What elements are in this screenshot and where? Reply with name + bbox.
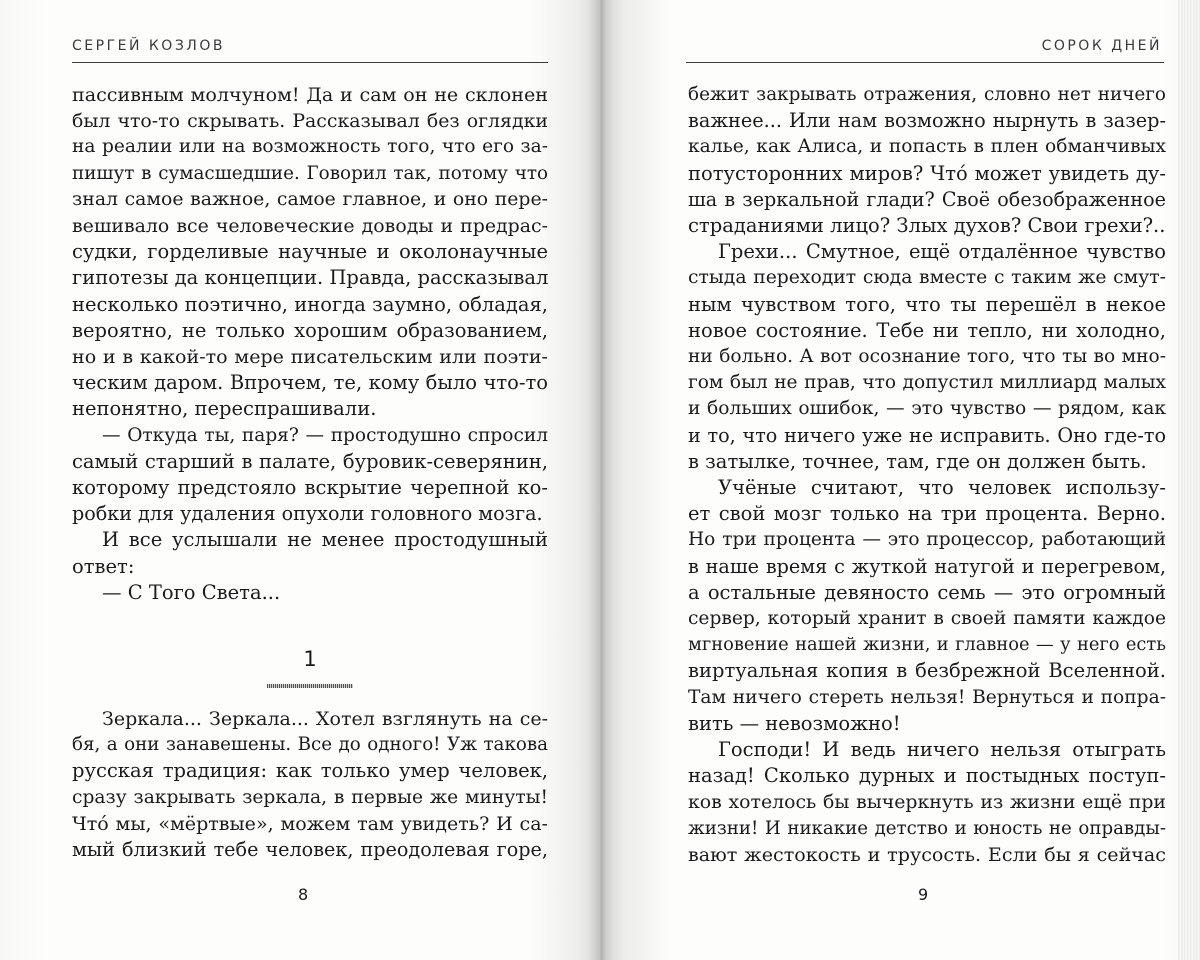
text-line: пишут в сумасшедшие. Говорил так, потому что [72,162,548,184]
text-line: а остальные девяносто семь — это огромный [688,580,1166,604]
text-line: И все услышали не менее простодушный [102,528,548,552]
left-running-head: СЕРГЕЙ КОЗЛОВ [72,38,225,54]
text-line: которому предстояло вскрытие черепной ко- [72,476,548,500]
chapter-heading [72,646,548,688]
text-line: несколько поэтично, иногда заумно, обладая, [72,292,548,316]
page-edge-shading [1178,0,1200,960]
text-line: Грехи... Смутное, ещё отдалённое чувство [718,240,1166,264]
text-line: пассивным молчуном! Да и сам он не склонен [72,83,548,106]
text-line: — Откуда ты, паря? — простодушно спросил [102,424,548,446]
text-line: Господи! И ведь ничего нельзя отыграть [718,738,1166,762]
text-line: — С Того Света... [102,580,281,604]
text-line: важнее... Или нам возможно нырнуть в зазер- [688,109,1166,133]
text-line: робки для удаления опухоли головного мозга. [72,502,543,526]
text-line: назад! Сколько дурных и постыдных поступ- [688,764,1166,788]
text-line: ет свой мозг только на три процента. Верно. [688,502,1166,526]
left-text-after-chapter [72,706,548,863]
text-line: Зеркала... Зеркала... Хотел взглянуть на се- [102,708,548,730]
text-line: непонятно, переспрашивали. [72,397,377,421]
text-line: жизни! И никакие детство и юность не оправды- [688,817,1166,839]
text-line: русская традиция: как только умер человек, [72,759,548,783]
text-line: вероятно, не только хорошим образованием, [72,318,548,342]
text-line: гипотезы да концепции. Правда, рассказывал [72,266,549,290]
text-line: и то, что ничего уже не исправить. Оно где-то [688,423,1166,447]
text-line: ша в зеркальной глади? Своё обезображенное [688,187,1166,211]
text-line: был что-то скрывать. Рассказывал без оглядки [72,110,548,133]
text-line: и больших ошибок, — это чувство — рядом, как [688,398,1166,420]
text-line: самый старший в палате, буровик-северянин, [72,449,548,473]
text-line: гом был не прав, что допустил миллиард малых [688,372,1166,394]
left-page-number: 8 [298,885,309,904]
text-line: бежит закрывать отражения, словно нет ничего [688,84,1166,105]
text-line: но и в какой-то мере писательским или поэти- [72,346,548,369]
book-gutter-shadow [588,0,614,960]
right-page [600,0,1200,960]
text-line: Что́ мы, «мёртвые», можем там увидеть? И са- [72,812,548,835]
text-line: ческим даром. Впрочем, те, кому было что-то [72,371,548,395]
text-line: ответ: [72,554,135,578]
text-line: бя, а они занавешены. Все до одного! Уж такова [72,734,548,756]
chapter-number: 1 [303,647,317,671]
text-line: судки, горделивые научные и околонаучные [72,240,548,264]
text-line: стыда переходит сюда вместе с таким же смут- [688,267,1166,289]
text-line: Учёные считают, что человек использу- [718,476,1166,500]
text-line: вить — невозможно! [688,711,901,735]
text-line: знал самое важное, самое главное, и оно пере- [72,188,548,210]
text-line: Там ничего стереть нельзя! Вернуться и попра- [688,686,1166,708]
text-line: ным чувством того, что ты перешёл в некое [688,292,1166,316]
text-line: на реалии или на возможность того, что его за- [72,136,548,158]
left-header-rule [72,62,548,63]
left-text-before-chapter [72,82,548,606]
text-line: потусторонних миров? Что́ может увидеть ду- [688,161,1166,185]
text-line: ни больно. А вот осознание того, что ты во мно- [688,346,1166,368]
text-line: мгновение нашей жизни, и главное — у него есть [688,634,1166,656]
text-line: сразу закрывать зеркала, в первые же минуты! [72,786,548,808]
text-line: виртуальная копия в безбрежной Вселенной. [688,659,1166,683]
text-line: Но три процента — это процессор, работающий [688,529,1166,551]
text-line: страданиями лицо? Злых духов? Свои грехи?.. [688,214,1166,238]
right-running-head: СОРОК ДНЕЙ [1041,38,1162,54]
text-line: вешивало все человеческие доводы и предрас- [72,215,548,238]
text-line: калье, как Алиса, и попасть в плен обманчивых [688,136,1166,158]
text-line: ков хотелось бы вычеркнуть из жизни ещё при [688,791,1166,814]
text-line: мый близкий тебе человек, преодолевая горе, [72,838,548,862]
text-line: в затылке, точнее, там, где он должен быть. [688,449,1147,473]
right-page-number: 9 [918,885,929,904]
right-text [688,82,1166,868]
chapter-ornament [267,684,353,688]
right-header-rule [686,62,1164,63]
text-line: в наше время с жуткой натугой и перегревом, [688,554,1166,578]
text-line: новое состояние. Тебе ни тепло, ни холодно, [688,318,1166,342]
text-line: вают жестокость и трусость. Если бы я сейчас [688,842,1166,866]
text-line: сервер, который хранит в своей памяти каждое [688,608,1166,630]
